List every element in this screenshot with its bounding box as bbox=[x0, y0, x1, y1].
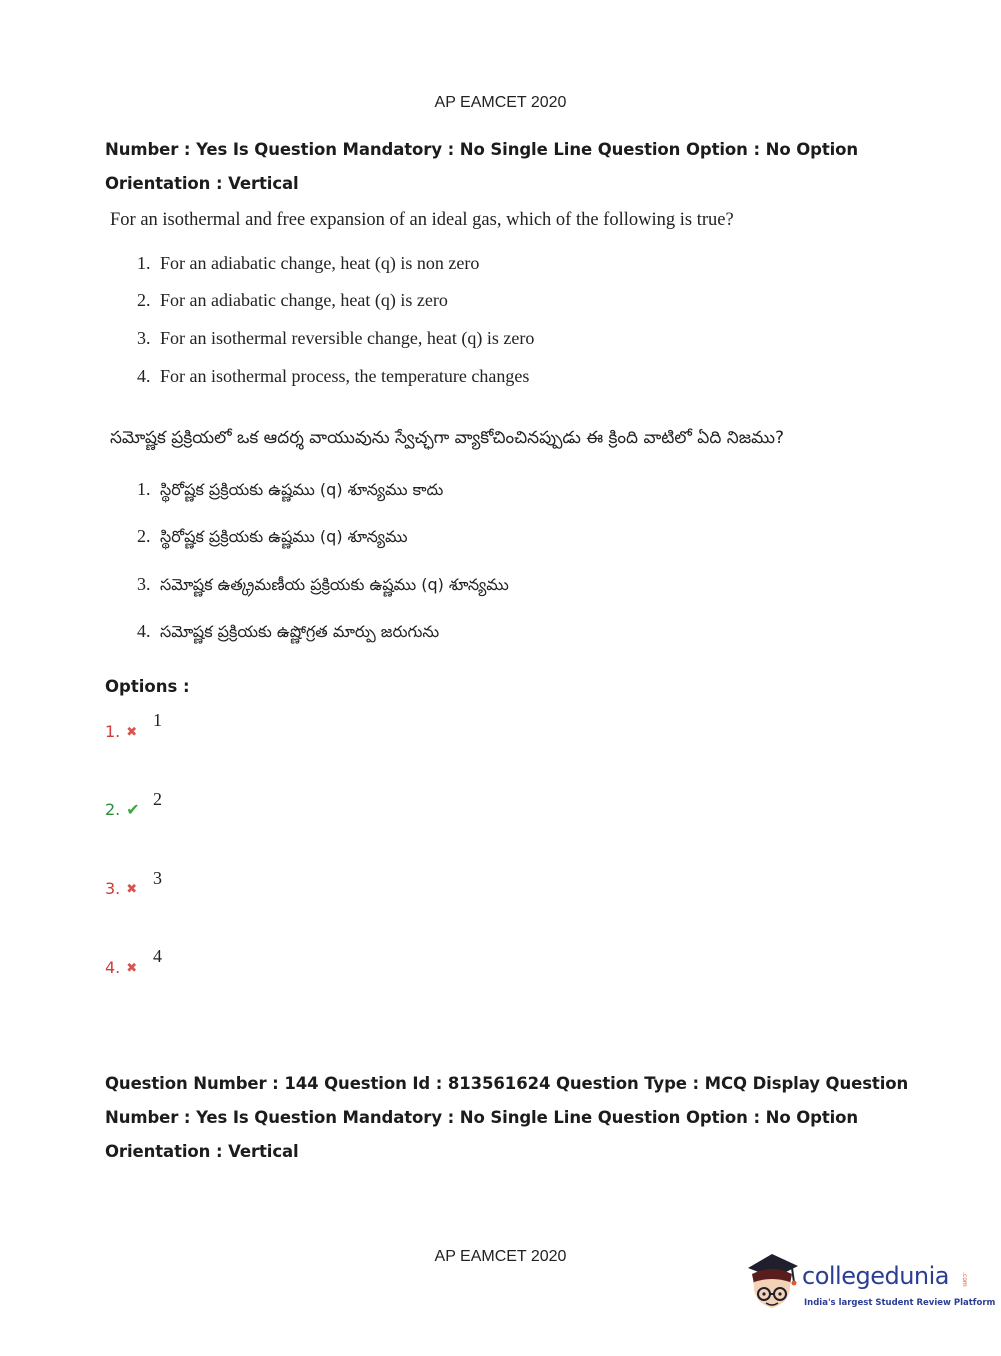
answer-index: 2. bbox=[105, 800, 121, 819]
options-heading: Options : bbox=[105, 677, 190, 696]
english-option-number: 2. bbox=[137, 290, 151, 310]
answer-value-1: 1 bbox=[153, 710, 162, 730]
cross-icon: ✖ bbox=[126, 725, 138, 740]
answer-option-1 bbox=[105, 722, 137, 741]
telugu-option-number: 2. bbox=[137, 526, 151, 546]
telugu-option-number: 4. bbox=[137, 621, 151, 641]
telugu-option-number: 3. bbox=[137, 574, 151, 594]
telugu-option-text: సమోష్ణక ఉత్క్రమణీయ ప్రక్రియకు ఉష్ణము (q) శూన్యము bbox=[160, 575, 509, 594]
telugu-option-text: స్థిరోష్ణక ప్రక్రియకు ఉష్ణము (q) శూన్యము bbox=[160, 527, 408, 546]
english-option-text: For an isothermal reversible change, heat (q) is zero bbox=[160, 328, 535, 348]
english-option-number: 4. bbox=[137, 366, 151, 386]
check-icon: ✔ bbox=[126, 800, 140, 819]
answer-index: 4. bbox=[105, 958, 121, 977]
answer-option-4 bbox=[105, 958, 137, 977]
prev-question-meta-line2: Orientation : Vertical bbox=[105, 174, 299, 193]
english-option-2 bbox=[137, 290, 448, 311]
telugu-option-4 bbox=[137, 621, 439, 645]
telugu-option-number: 1. bbox=[137, 479, 151, 499]
answer-value-4: 4 bbox=[153, 946, 162, 966]
answer-value-2: 2 bbox=[153, 789, 162, 809]
next-question-meta-line2: Number : Yes Is Question Mandatory : No Single Line Question Option : No Option bbox=[105, 1108, 859, 1127]
page-footer-title: AP EAMCET 2020 bbox=[434, 1248, 567, 1265]
answer-option-3 bbox=[105, 879, 137, 898]
telugu-option-text: సమోష్ణక ప్రక్రియకు ఉష్ణోగ్రత మార్పు జరుగును bbox=[160, 622, 440, 641]
answer-index: 3. bbox=[105, 879, 121, 898]
telugu-option-3 bbox=[137, 574, 509, 598]
english-option-1 bbox=[137, 253, 479, 274]
english-option-4 bbox=[137, 366, 529, 387]
telugu-option-2 bbox=[137, 526, 408, 550]
mascot-icon bbox=[742, 1250, 802, 1320]
english-option-text: For an isothermal process, the temperature changes bbox=[160, 366, 530, 386]
telugu-option-text: స్థిరోష్ణక ప్రక్రియకు ఉష్ణము (q) శూన్యము కాదు bbox=[160, 480, 444, 499]
answer-option-2 bbox=[105, 800, 140, 819]
english-option-number: 3. bbox=[137, 328, 151, 348]
english-option-text: For an adiabatic change, heat (q) is non zero bbox=[160, 253, 480, 273]
question-text-telugu: సమోష్ణక ప్రక్రియలో ఒక ఆదర్శ వాయువును స్వేచ్ఛగా వ్యాకోచించినప్పుడు ఈ క్రింది వాటిలో ఏది నిజము? bbox=[110, 428, 785, 448]
english-option-text: For an adiabatic change, heat (q) is zero bbox=[160, 290, 448, 310]
cross-icon: ✖ bbox=[126, 961, 138, 976]
english-option-number: 1. bbox=[137, 253, 151, 273]
logo-tagline: India's largest Student Review Platform bbox=[804, 1298, 996, 1308]
page-header-title: AP EAMCET 2020 bbox=[434, 94, 567, 111]
next-question-meta-line1: Question Number : 144 Question Id : 813561624 Question Type : MCQ Display Question bbox=[105, 1074, 909, 1093]
collegedunia-logo[interactable] bbox=[742, 1250, 996, 1320]
logo-wordmark: collegedunia bbox=[802, 1262, 950, 1290]
cross-icon: ✖ bbox=[126, 882, 138, 897]
english-option-3 bbox=[137, 328, 534, 349]
answer-value-3: 3 bbox=[153, 868, 162, 888]
next-question-meta-line3: Orientation : Vertical bbox=[105, 1142, 299, 1161]
question-text-english: For an isothermal and free expansion of an ideal gas, which of the following is true? bbox=[110, 210, 734, 230]
answer-index: 1. bbox=[105, 722, 121, 741]
telugu-option-1 bbox=[137, 479, 443, 503]
prev-question-meta-line1: Number : Yes Is Question Mandatory : No Single Line Question Option : No Option bbox=[105, 140, 859, 159]
logo-com-suffix: .com bbox=[961, 1272, 968, 1287]
